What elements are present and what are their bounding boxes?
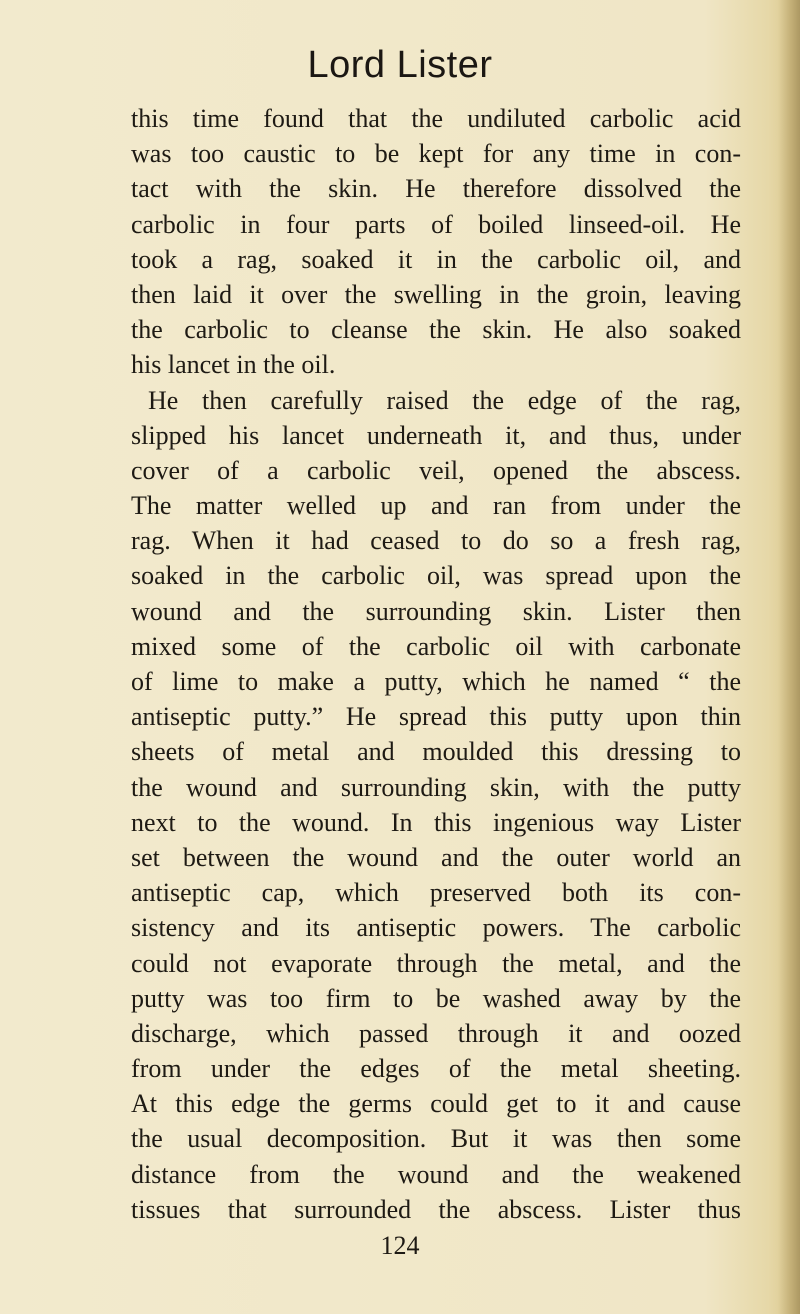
text-line: the wound and surrounding skin, with the putty: [131, 772, 741, 802]
text-line: antiseptic cap, which preserved both its con-: [131, 878, 741, 908]
text-line: was too caustic to be kept for any time in con-: [131, 139, 741, 169]
running-head-title: Lord Lister: [307, 44, 493, 86]
paragraph-start-line: He then carefully raised the edge of the rag,: [148, 385, 741, 415]
text-line: took a rag, soaked it in the carbolic oil, and: [131, 244, 741, 274]
text-line: sistency and its antiseptic powers. The carbolic: [131, 913, 741, 943]
text-line: carbolic in four parts of boiled linseed-oil. He: [131, 209, 741, 239]
text-line: wound and the surrounding skin. Lister then: [131, 596, 741, 626]
text-line: At this edge the germs could get to it and cause: [131, 1089, 741, 1119]
text-line: the carbolic to cleanse the skin. He also soaked: [131, 315, 741, 345]
text-line: this time found that the undiluted carbolic acid: [131, 104, 741, 133]
page-number: 124: [380, 1231, 420, 1260]
text-line: sheets of metal and moulded this dressing to: [131, 737, 741, 767]
text-line: next to the wound. In this ingenious way Lister: [131, 807, 741, 837]
paragraph-end-line: his lancet in the oil.: [131, 350, 336, 380]
text-line: of lime to make a putty, which he named “ the: [131, 667, 741, 696]
text-line: cover of a carbolic veil, opened the abscess.: [131, 455, 741, 485]
text-line: set between the wound and the outer world an: [131, 842, 741, 872]
text-line: the usual decomposition. But it was then some: [131, 1124, 741, 1154]
page-edge-shadow: [778, 0, 800, 1314]
text-line: tissues that surrounded the abscess. Lister thus: [131, 1194, 741, 1224]
text-line: distance from the wound and the weakened: [131, 1159, 741, 1189]
body-text: [131, 101, 741, 1227]
text-line: then laid it over the swelling in the groin, leaving: [131, 279, 741, 309]
text-line: The matter welled up and ran from under the: [131, 491, 741, 521]
text-line: from under the edges of the metal sheeting.: [131, 1054, 741, 1084]
text-line: mixed some of the carbolic oil with carbonate: [131, 631, 741, 661]
text-line: discharge, which passed through it and oozed: [131, 1018, 741, 1048]
text-line: tact with the skin. He therefore dissolved the: [131, 174, 741, 204]
text-line: soaked in the carbolic oil, was spread upon the: [131, 561, 741, 591]
text-line: slipped his lancet underneath it, and thus, under: [131, 420, 741, 450]
text-line: could not evaporate through the metal, and the: [131, 948, 741, 978]
text-line: rag. When it had ceased to do so a fresh rag,: [131, 526, 741, 556]
text-line: putty was too firm to be washed away by the: [131, 983, 741, 1013]
text-line: antiseptic putty.” He spread this putty upon thin: [131, 702, 741, 732]
